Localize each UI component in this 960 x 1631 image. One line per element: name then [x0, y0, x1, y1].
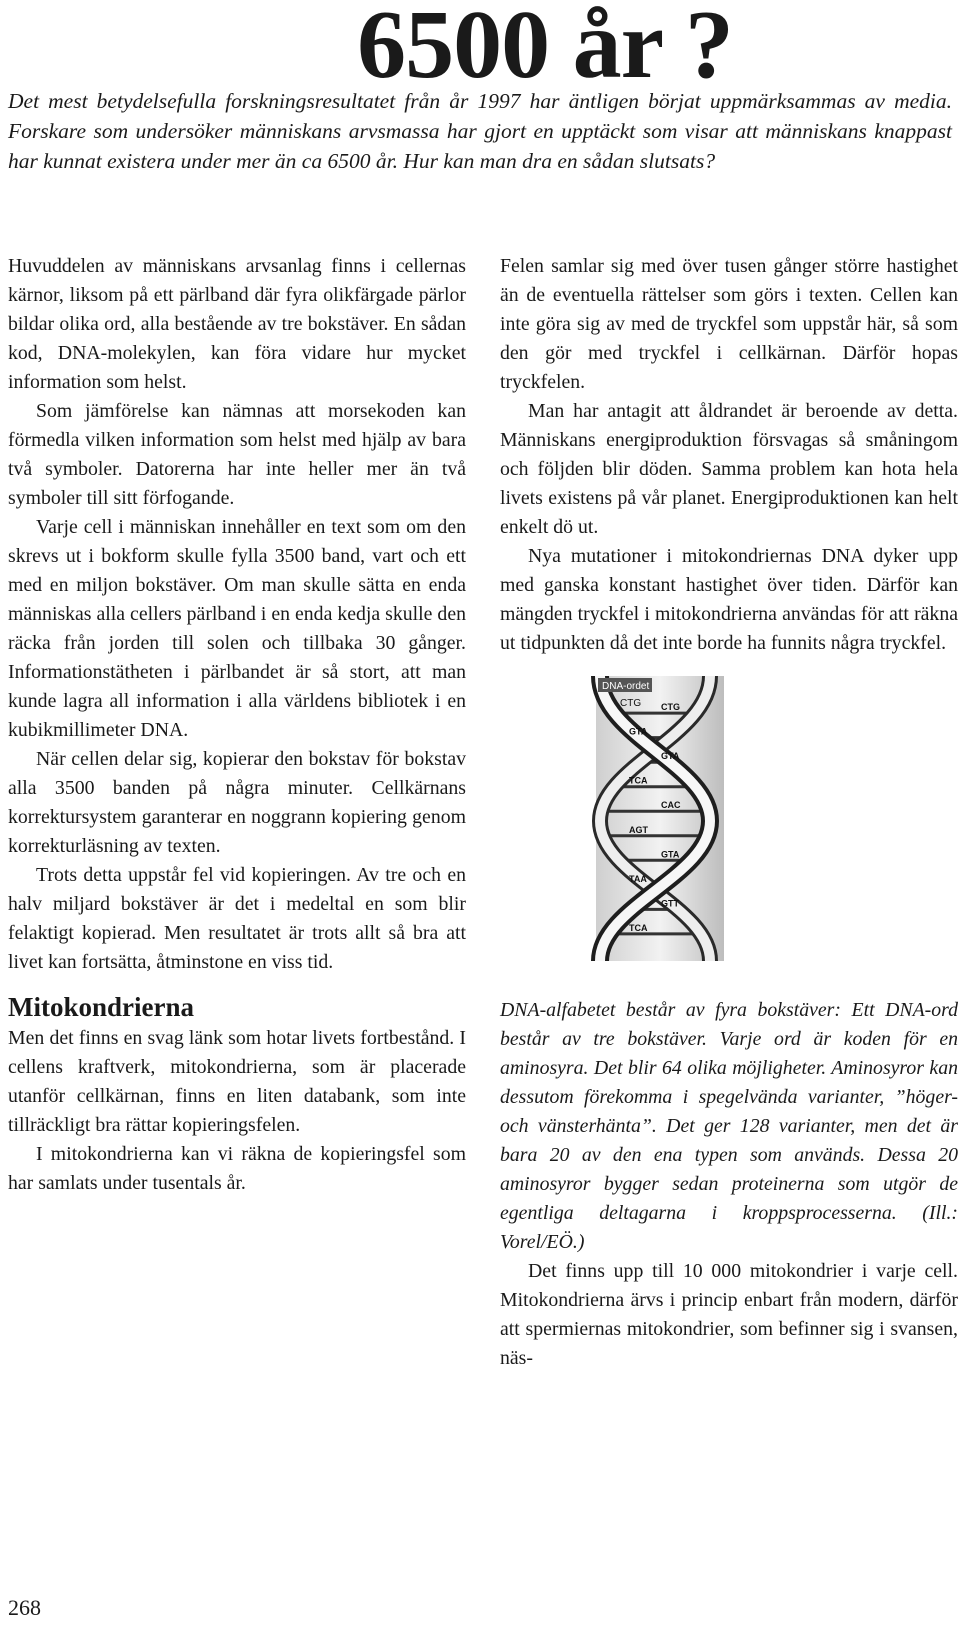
dna-helix-illustration [560, 676, 760, 976]
base-pair-label: GTA [629, 726, 648, 737]
base-pair-label: TCA [629, 922, 648, 933]
base-pair-label: AGT [629, 824, 648, 835]
base-pair-label: CAC [661, 800, 681, 811]
body-paragraph: Som jämförelse kan nämnas att morsekoden kan förmedla vilken information som helst med hjälp av bara två symboler. Datorerna har inte heller mer än två symboler till sitt förfogande. [8, 400, 466, 509]
body-paragraph: Trots detta uppstår fel vid kopieringen. Av tre och en halv miljard bokstäver är det i medeltal en som blir felaktigt kopierad. Men resultatet är trots allt så bra att livet kan fortsätta, åtminstone en viss tid. [8, 864, 466, 973]
base-pair-label: GTT [661, 898, 679, 909]
body-paragraph: När cellen delar sig, kopierar den bokstav för bokstav alla 3500 banden på några minuter. Cellkärnans korrektursystem garanterar en noggrann kopiering genom korrekturläsning av texten. [8, 748, 466, 857]
base-pair-label: TCA [629, 775, 648, 786]
body-paragraph: Man har antagit att åldrandet är beroende av detta. Människans energiproduktion försvagas så småningom och följden blir döden. Samma problem kan hota hela livets existens på vår planet. Energiproduktionen kan helt enkelt dö ut. [500, 400, 958, 538]
body-paragraph: Huvuddelen av människans arvsanlag finns i cellernas kärnor, liksom på ett pärlband där fyra olikfärgade pärlor bildar olika ord, alla bestående av tre bokstäver. En sådan kod, DNA-molekylen, kan föra vidare hur mycket information som helst. [8, 255, 466, 393]
left-column [8, 252, 466, 1198]
page-title: 6500 år ? [357, 0, 733, 99]
body-paragraph: I mitokondrierna kan vi räkna de kopieringsfel som har samlats under tusentals år. [8, 1143, 466, 1194]
body-paragraph: Varje cell i människan innehåller en text som om den skrevs ut i bokform skulle fylla 3500 band, vart och ett med en miljon bokstäver. Om man skulle sätta en enda människas alla cellers pärlband i en enda kedja skulle den räcka från jorden till solen och tillbaka 30 gånger. Informationstätheten i pärlbandet är så stort, att man kunde lagra all information i alla världens bibliotek i en kubikmillimeter DNA. [8, 516, 466, 741]
base-pair-label: GTA [661, 751, 680, 762]
body-paragraph: Felen samlar sig med över tusen gånger större hastighet än de eventuella rättelser som görs i texten. Cellen kan inte göra sig av med de tryckfel som uppstår här, så som den gör med tryckfel i cellkärnan. Därför hopas tryckfelen. [500, 255, 958, 393]
section-heading: Mitokondrierna [8, 992, 194, 1022]
figure-caption: DNA-alfabetet består av fyra bokstäver: Ett DNA-ord består av tre bokstäver. Varje ord är koden för en aminosyra. Det blir 64 olika möjligheter. Aminosyror kan dessutom förekomma i spegelvända varianter, ”höger- och vänsterhänta”. Det ger 128 varianter, men det är bara 20 av den ena typen som används. Dessa 20 aminosyror bygger sedan proteinerna som utgör de egentliga deltagarna i kroppsprocesserna. (Ill.: Vorel/EÖ.) [500, 999, 958, 1253]
intro-paragraph: Det mest betydelsefulla forskningsresultatet från år 1997 har äntligen börjat uppmärksammas av media. Forskare som undersöker människans arvsmassa har gjort en upptäckt som visar att människans knappast har kunnat existera under mer än ca 6500 år. Hur kan man dra en sådan slutsats? [8, 89, 952, 173]
base-pair-label: CTG [661, 702, 680, 713]
right-column [500, 252, 958, 1373]
base-pair-label: TAA [629, 873, 647, 884]
dna-word-label: DNA-ordet [602, 681, 650, 692]
codon-label: CTG [620, 698, 642, 709]
body-paragraph: Men det finns en svag länk som hotar livets fortbestånd. I cellens kraftverk, mitokondrierna, som är placerade utanför cellkärnan, finns en liten databank, som inte tillräckligt bra rättar kopieringsfelen. [8, 1027, 466, 1136]
base-pair-label: GTA [661, 849, 680, 860]
body-paragraph: Nya mutationer i mitokondriernas DNA dyker upp med ganska konstant hastighet över tiden. Därför kan mängden tryckfel i mitokondrierna användas för att räkna ut tidpunkten då det inte borde ha funnits några tryckfel. [500, 545, 958, 654]
page-number: 268 [8, 1595, 41, 1620]
body-paragraph: Det finns upp till 10 000 mitokondrier i varje cell. Mitokondrierna ärvs i princip enbart från modern, därför att spermiernas mitokondrier, som befinner sig i svansen, näs- [500, 1260, 958, 1369]
